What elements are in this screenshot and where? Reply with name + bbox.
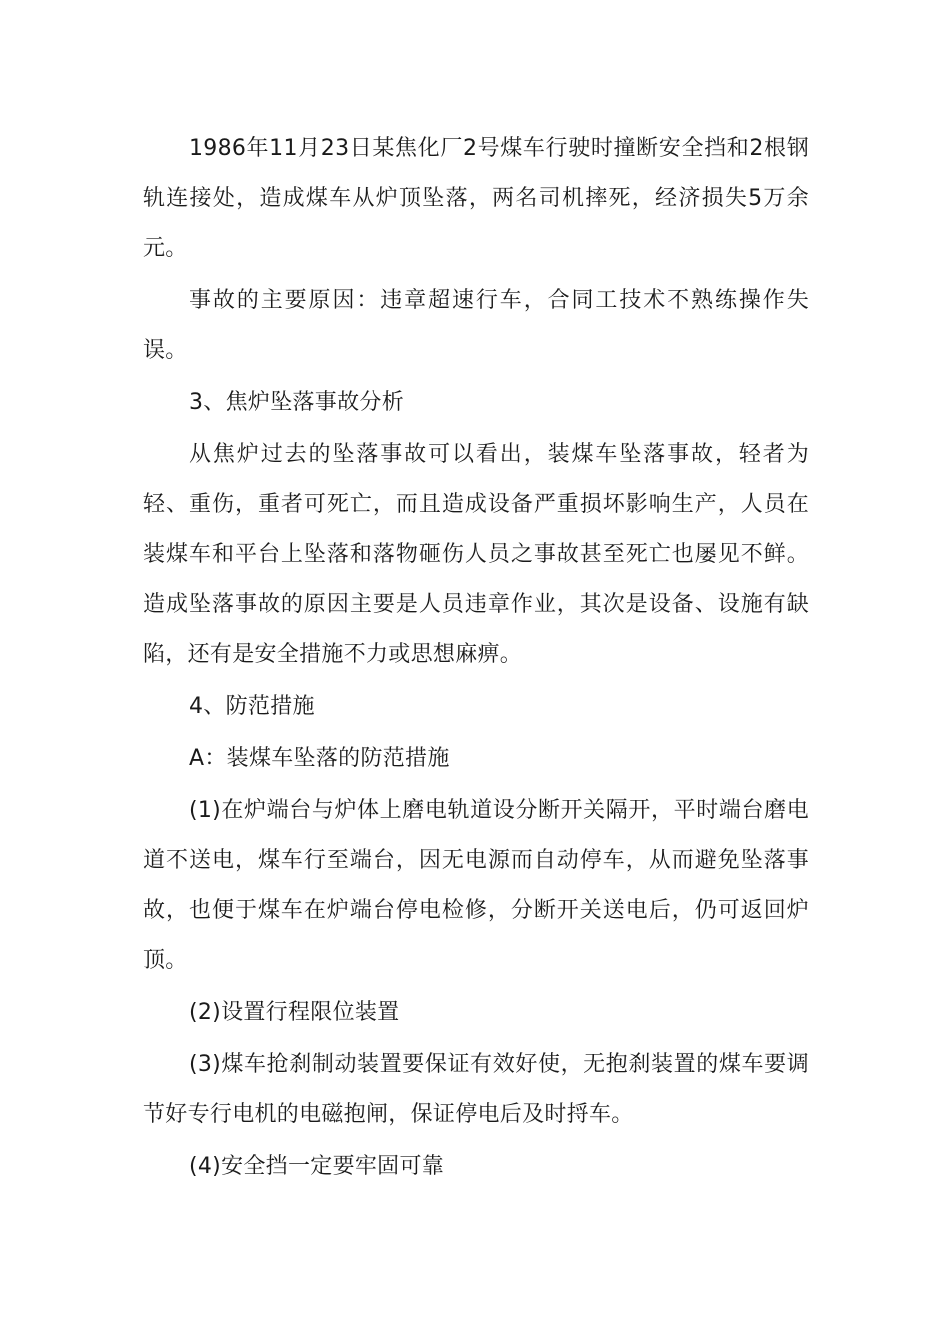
paragraph-analysis: 从焦炉过去的坠落事故可以看出，装煤车坠落事故，轻者为轻、重伤，重者可死亡，而且造成设备严重损坏影响生产，人员在装煤车和平台上坠落和落物砸伤人员之事故甚至死亡也屡见不鲜。造成坠落事故的原因主要是人员违章作业，其次是设备、设施有缺陷，还有是安全措施不力或思想麻痹。 <box>143 442 809 667</box>
measure-4: (4)安全挡一定要牢固可靠 <box>189 1154 445 1179</box>
measure-1: (1)在炉端台与炉体上磨电轨道设分断开关隔开，平时端台磨电道不送电，煤车行至端台，因无电源而自动停车，从而避免坠落事故，也便于煤车在炉端台停电检修，分断开关送电后，仍可返回炉顶。 <box>143 798 809 973</box>
paragraph-accident-1986: 1986年11月23日某焦化厂2号煤车行驶时撞断安全挡和2根钢轨连接处，造成煤车从炉顶坠落，两名司机摔死，经济损失5万余元。 <box>143 136 809 261</box>
subheading-a: A：装煤车坠落的防范措施 <box>189 746 450 771</box>
measure-3: (3)煤车抢刹制动装置要保证有效好使，无抱刹装置的煤车要调节好专行电机的电磁抱闸，保证停电后及时捋车。 <box>143 1052 809 1127</box>
measure-2: (2)设置行程限位装置 <box>189 1000 400 1025</box>
paragraph-main-cause: 事故的主要原因：违章超速行车，合同工技术不熟练操作失误。 <box>143 288 809 363</box>
document-body <box>143 124 809 1194</box>
section-heading-3: 3、焦炉坠落事故分析 <box>189 390 404 415</box>
section-heading-4: 4、防范措施 <box>189 694 315 719</box>
